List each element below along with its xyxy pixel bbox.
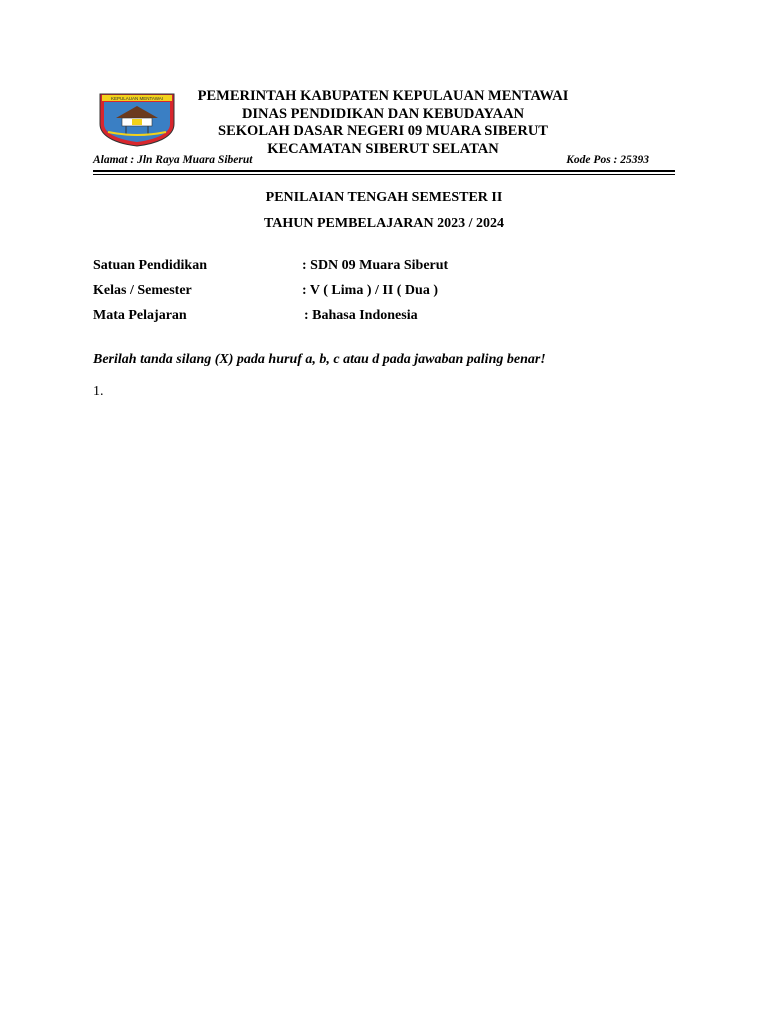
letterhead-government: PEMERINTAH KABUPATEN KEPULAUAN MENTAWAI xyxy=(197,88,569,104)
info-label-class: Kelas / Semester xyxy=(93,283,192,298)
info-value-class: : V ( Lima ) / II ( Dua ) xyxy=(302,283,438,298)
info-label-school: Satuan Pendidikan xyxy=(93,258,207,273)
letterhead-divider-thin xyxy=(93,174,675,175)
letterhead-district: KECAMATAN SIBERUT SELATAN xyxy=(267,140,499,157)
info-value-subject: : Bahasa Indonesia xyxy=(304,308,418,323)
info-value-school: : SDN 09 Muara Siberut xyxy=(302,258,449,273)
info-label-subject: Mata Pelajaran xyxy=(93,308,187,323)
exam-instruction: Berilah tanda silang (X) pada huruf a, b, c atau d pada jawaban paling benar! xyxy=(93,352,546,367)
postal-code: Kode Pos : 25393 xyxy=(566,154,649,166)
regency-emblem-logo xyxy=(94,90,180,148)
letterhead-school: SEKOLAH DASAR NEGERI 09 MUARA SIBERUT xyxy=(218,123,548,139)
school-letterhead xyxy=(180,88,586,158)
exam-title: PENILAIAN TENGAH SEMESTER II xyxy=(265,190,503,205)
letterhead-divider-thick xyxy=(93,170,675,172)
logo-caption: KEPULAUAN MENTAWAI xyxy=(110,96,164,101)
letterhead-department: DINAS PENDIDIKAN DAN KEBUDAYAAN xyxy=(241,105,525,122)
academic-year: TAHUN PEMBELAJARAN 2023 / 2024 xyxy=(263,216,505,231)
school-address: Alamat : Jln Raya Muara Siberut xyxy=(93,154,253,166)
question-number: 1. xyxy=(93,384,104,399)
